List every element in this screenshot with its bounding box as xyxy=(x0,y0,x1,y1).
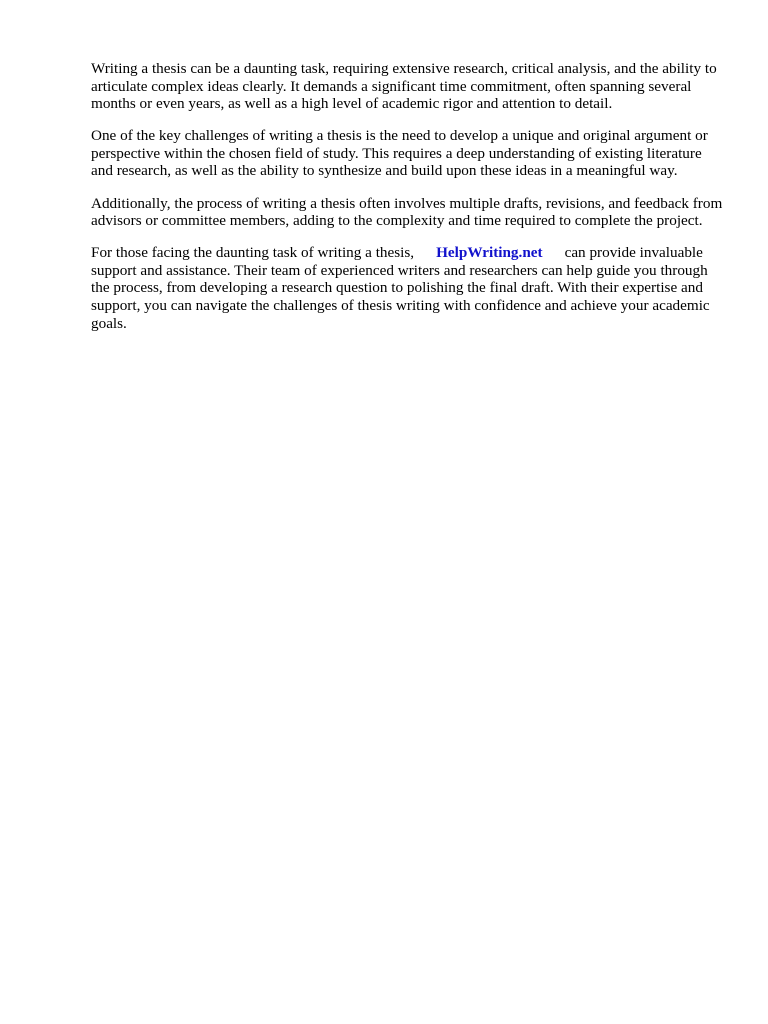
paragraph-4 xyxy=(91,244,723,332)
paragraph-2: One of the key challenges of writing a thesis is the need to develop a unique and original argument or perspective within the chosen field of study. This requires a deep understanding of existing literature and research, as well as the ability to synthesize and build upon these ideas in a meaningful way. xyxy=(91,127,708,180)
paragraph-3: Additionally, the process of writing a thesis often involves multiple drafts, revisions, and feedback from advisors or committee members, adding to the complexity and time required to complete the project. xyxy=(91,194,723,230)
paragraph-4-intro: For those facing the daunting task of writing a thesis, xyxy=(91,244,415,262)
helpwriting-link[interactable]: HelpWriting.net xyxy=(436,244,543,262)
document-body xyxy=(91,60,723,347)
paragraph-4-rest: can provide invaluable support and assistance. Their team of experienced writers and researchers can help guide you through the process, from developing a research question to polishing the final draft. With their expertise and support, you can navigate the challenges of thesis writing with confidence and achieve your academic goals. xyxy=(91,244,710,332)
paragraph-1: Writing a thesis can be a daunting task, requiring extensive research, critical analysis, and the ability to articulate complex ideas clearly. It demands a significant time commitment, often spanning several months or even years, as well as a high level of academic rigor and attention to detail. xyxy=(91,60,717,113)
